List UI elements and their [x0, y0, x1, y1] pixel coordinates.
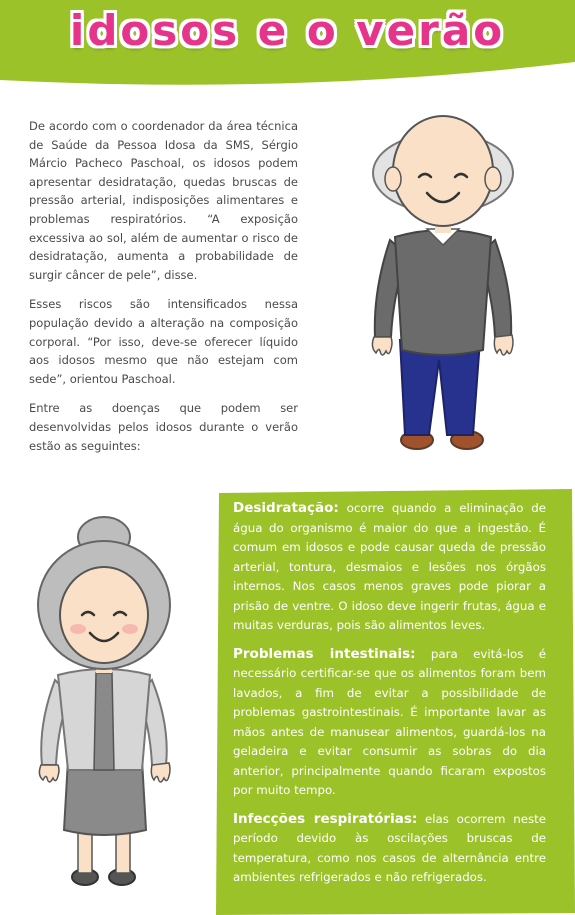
conditions-list — [233, 499, 546, 897]
condition-term: Problemas intestinais: — [233, 645, 416, 662]
condition-text: ocorre quando a eliminação de água do organismo é maior do que a ingestão. É comum em idosos e pode causar queda de pressão arterial, tontura, desmaios e lesões nos órgãos internos. Nos casos menos graves pode piorar a prisão de ventre. O idoso deve ingerir frutas, água e muitas verduras, pois são alimentos leves. — [233, 501, 546, 632]
page-title: idosos e o verão — [69, 6, 506, 55]
condition-text: elas ocorrem neste período devido às oscilações bruscas de temperatura, como nos casos de alternância entre ambientes refrigerados e não refrigerados. — [233, 811, 546, 884]
elderly-woman-illustration — [30, 515, 180, 899]
condition-text: para evitá-los é necessário certificar-se que os alimentos foram bem lavados, a fim de evitar a possibilidade de problemas gastrointestinais. É importante lavar as mãos antes de manusear alimentos, guardá-los na geladeira e evitar consumir as sobras do dia anterior, principalmente quando ficaram expostos por muito tempo. — [233, 646, 546, 797]
intro-paragraph: De acordo com o coordenador da área técnica de Saúde da Pessoa Idosa da SMS, Sérgio Márcio Pacheco Paschoal, os idosos podem apresentar desidratação, quedas bruscas de pressão arterial, indisposições alimentares e problemas respiratórios. “A exposição excessiva ao sol, além de aumentar o risco de desidratação, aumenta a probabilidade de surgir câncer de pele”, disse. — [29, 119, 298, 282]
condition-dehydration — [233, 499, 546, 636]
intro-text — [29, 117, 298, 466]
condition-term: Infecções respiratórias: — [233, 810, 418, 827]
elderly-man-illustration — [355, 105, 530, 464]
condition-respiratory — [233, 810, 546, 888]
intro-paragraph: Entre as doenças que podem ser desenvolvidas pelos idosos durante o verão estão as seguintes: — [29, 401, 298, 453]
condition-intestinal — [233, 645, 546, 801]
condition-term: Desidratação: — [233, 500, 339, 516]
conditions-box — [216, 489, 575, 915]
intro-paragraph: Esses riscos são intensificados nessa população devido a alteração na composição corporal. “Por isso, deve-se oferecer líquido aos idosos mesmo que não estejam com sede”, orientou Paschoal. — [29, 297, 298, 386]
header-banner — [0, 0, 575, 90]
